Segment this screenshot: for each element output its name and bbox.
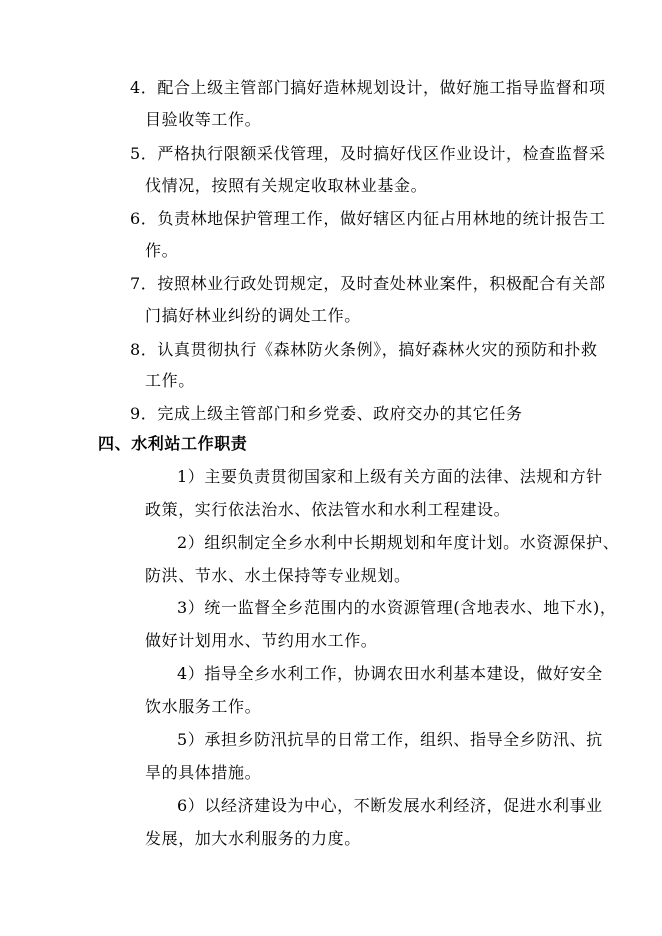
item-6-line-1: 6．负责林地保护管理工作，做好辖区内征占用林地的统计报告工 xyxy=(130,209,606,228)
water-item-5-line-1: 5）承担乡防汛抗旱的日常工作，组织、指导全乡防汛、抗 xyxy=(177,730,603,749)
item-6-line-2: 作。 xyxy=(145,241,179,260)
water-item-3-line-2: 做好计划用水、节约用水工作。 xyxy=(145,631,378,650)
water-item-1-line-2: 政策，实行依法治水、依法管水和水利工程建设。 xyxy=(145,500,511,519)
water-item-1-line-1: 1）主要负责贯彻国家和上级有关方面的法律、法规和方针 xyxy=(177,467,603,486)
water-item-2-line-2: 防洪、节水、水土保持等专业规划。 xyxy=(145,566,411,585)
water-item-4-line-1: 4）指导全乡水利工作，协调农田水利基本建设，做好安全 xyxy=(177,664,603,683)
item-7-line-2: 门搞好林业纠纷的调处工作。 xyxy=(145,306,361,325)
item-9-line-1: 9．完成上级主管部门和乡党委、政府交办的其它任务 xyxy=(130,404,523,423)
item-5-line-1: 5．严格执行限额采伐管理，及时搞好伐区作业设计，检查监督采 xyxy=(130,144,606,163)
item-5-line-2: 伐情况，按照有关规定收取林业基金。 xyxy=(145,176,428,195)
water-item-2-line-1: 2）组织制定全乡水利中长期规划和年度计划。水资源保护、 xyxy=(177,533,620,552)
water-item-3-line-1: 3）统一监督全乡范围内的水资源管理(含地表水、地下水)， xyxy=(177,598,617,617)
item-8-line-1: 8．认真贯彻执行《森林防火条例》，搞好森林火灾的预防和扑救 xyxy=(130,340,598,359)
item-7-line-1: 7．按照林业行政处罚规定，及时查处林业案件，积极配合有关部 xyxy=(130,274,606,293)
water-item-4-line-2: 饮水服务工作。 xyxy=(145,697,262,716)
water-item-6-line-1: 6）以经济建设为中心，不断发展水利经济，促进水利事业 xyxy=(177,796,603,815)
item-4-line-2: 目验收等工作。 xyxy=(145,110,262,129)
item-8-line-2: 工作。 xyxy=(145,371,195,390)
water-item-6-line-2: 发展，加大水利服务的力度。 xyxy=(145,829,361,848)
water-item-5-line-2: 旱的具体措施。 xyxy=(145,763,262,782)
section-4-heading: 四、水利站工作职责 xyxy=(98,434,248,453)
item-4-line-1: 4．配合上级主管部门搞好造林规划设计，做好施工指导监督和项 xyxy=(130,78,606,97)
